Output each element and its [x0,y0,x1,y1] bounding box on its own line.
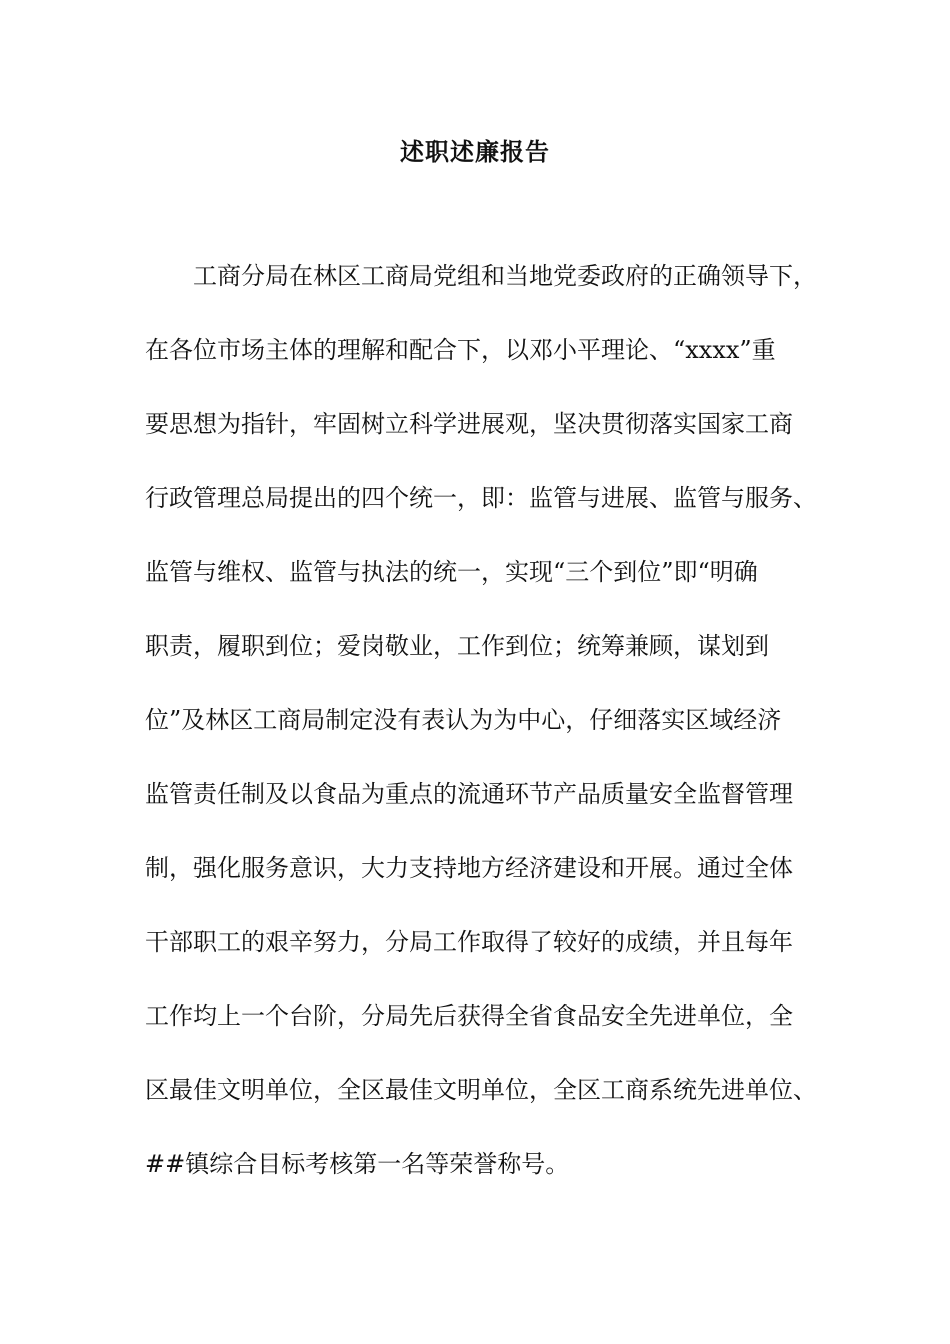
document-body [145,256,825,1218]
body-line: 制，强化服务意识，大力支持地方经济建设和开展。通过全体 [145,854,793,882]
body-line: 在各位市场主体的理解和配合下，以邓小平理论、“xxxx”重 [145,336,776,364]
body-line: 工作均上一个台阶，分局先后获得全省食品安全先进单位，全 [145,1002,793,1030]
document-title: 述职述廉报告 [400,137,550,166]
body-line: 位”及林区工商局制定没有表认为为中心，仔细落实区域经济 [145,706,782,734]
body-line: 工商分局在林区工商局党组和当地党委政府的正确领导下， [193,262,817,290]
body-line: 干部职工的艰辛努力，分局工作取得了较好的成绩，并且每年 [145,928,793,956]
body-line: ##镇综合目标考核第一名等荣誉称号。 [145,1150,570,1178]
body-line: 要思想为指针，牢固树立科学进展观，坚决贯彻落实国家工商 [145,410,793,438]
body-line: 行政管理总局提出的四个统一，即：监管与进展、监管与服务、 [145,484,817,512]
body-line: 区最佳文明单位，全区最佳文明单位，全区工商系统先进单位、 [145,1076,817,1104]
body-line: 监管与维权、监管与执法的统一，实现“三个到位”即“明确 [145,558,758,586]
body-line: 监管责任制及以食品为重点的流通环节产品质量安全监督管理 [145,780,793,808]
body-line: 职责，履职到位；爱岗敬业，工作到位；统筹兼顾，谋划到 [145,632,769,660]
